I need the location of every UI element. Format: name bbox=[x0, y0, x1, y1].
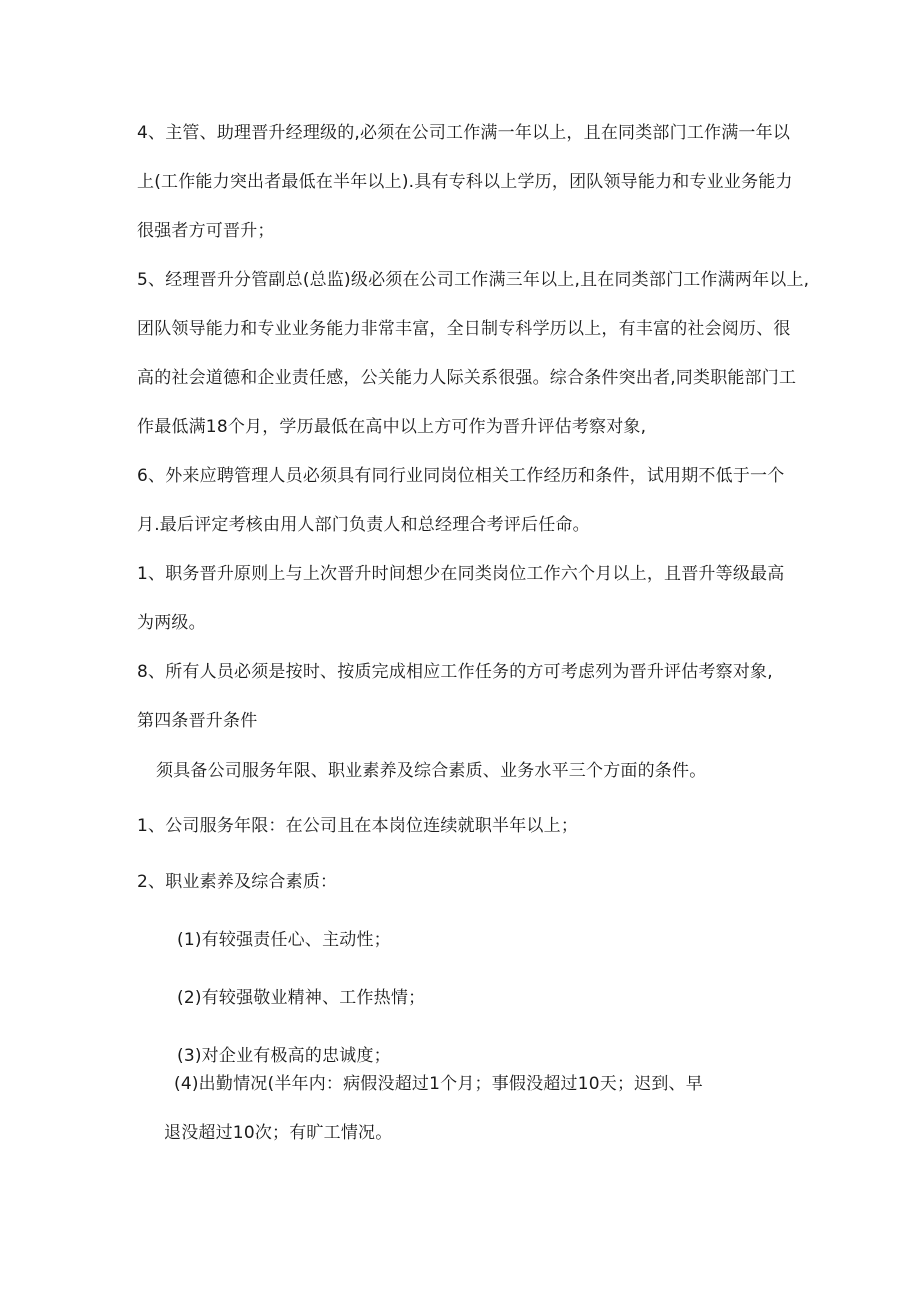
paragraph-4-line-3: 很强者方可晋升； bbox=[137, 221, 275, 241]
paragraph-5-line-1: 5、经理晋升分管副总(总监)级必须在公司工作满三年以上,且在同类部门工作满两年以上, bbox=[137, 270, 810, 290]
paragraph-7-line-1: 1、职务晋升原则上与上次晋升时间想少在同类岗位工作六个月以上，且晋升等级最高 bbox=[137, 564, 785, 584]
paragraph-5-line-4: 作最低满18个月，学历最低在高中以上方可作为晋升评估考察对象, bbox=[137, 417, 647, 437]
paragraph-6-line-2: 月.最后评定考核由用人部门负责人和总经理合考评后任命。 bbox=[137, 515, 590, 535]
sub-item-1: (1)有较强责任心、主动性； bbox=[177, 930, 391, 950]
condition-2: 2、职业素养及综合素质： bbox=[137, 872, 338, 892]
section-intro: 须具备公司服务年限、职业素养及综合素质、业务水平三个方面的条件。 bbox=[156, 761, 707, 781]
paragraph-5-line-2: 团队领导能力和专业业务能力非常丰富，全日制专科学历以上，有丰富的社会阅历、很 bbox=[137, 319, 791, 339]
sub-item-3: (3)对企业有极高的忠诚度； bbox=[177, 1046, 391, 1066]
paragraph-6-line-1: 6、外来应聘管理人员必须具有同行业同岗位相关工作经历和条件，试用期不低于一个 bbox=[137, 466, 785, 486]
paragraph-5-line-3: 高的社会道德和企业责任感，公关能力人际关系很强。综合条件突出者,同类职能部门工 bbox=[137, 368, 797, 388]
paragraph-4-line-1: 4、主管、助理晋升经理级的,必须在公司工作满一年以上，且在同类部门工作满一年以 bbox=[137, 123, 791, 143]
section-heading: 第四条晋升条件 bbox=[137, 711, 258, 731]
sub-item-2: (2)有较强敬业精神、工作热情； bbox=[177, 988, 426, 1008]
condition-1: 1、公司服务年限：在公司且在本岗位连续就职半年以上； bbox=[137, 816, 579, 836]
sub-item-4-line-2: 退没超过10次；有旷工情况。 bbox=[164, 1123, 393, 1143]
paragraph-4-line-2: 上(工作能力突出者最低在半年以上).具有专科以上学历，团队领导能力和专业业务能力 bbox=[137, 172, 793, 192]
paragraph-7-line-2: 为两级。 bbox=[137, 613, 206, 633]
sub-item-4-line-1: (4)出勤情况(半年内：病假没超过1个月；事假没超过10天；迟到、早 bbox=[174, 1074, 703, 1094]
paragraph-8-line-1: 8、所有人员必须是按时、按质完成相应工作任务的方可考虑列为晋升评估考察对象, bbox=[137, 662, 773, 682]
